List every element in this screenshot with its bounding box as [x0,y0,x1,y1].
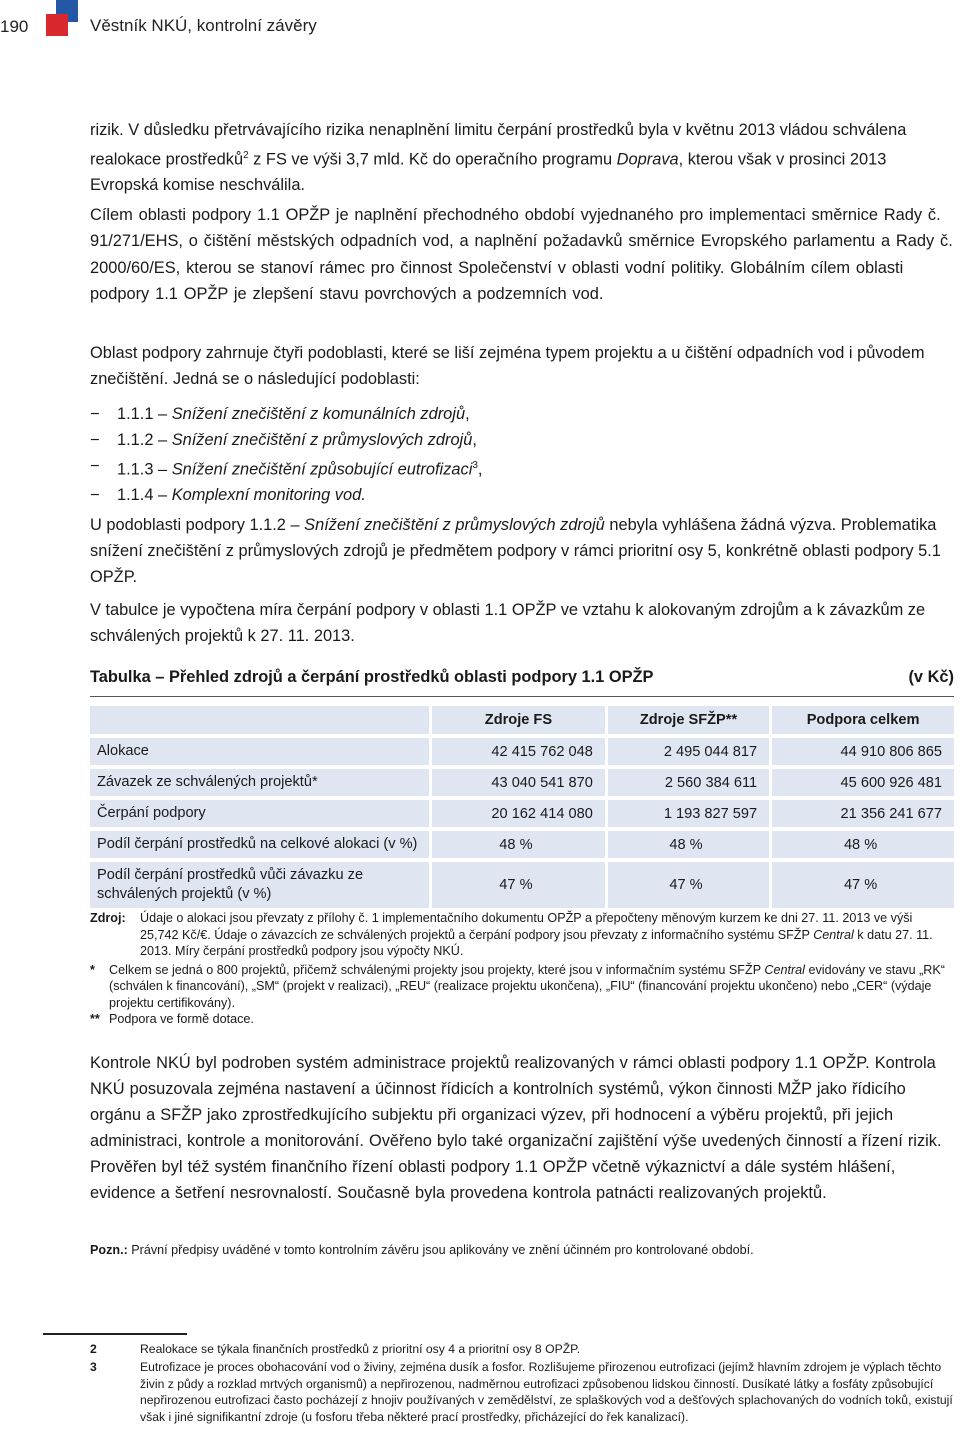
column-header: Zdroje SFŽP** [605,706,769,734]
footnote-divider [43,1333,187,1335]
row-label: Alokace [90,738,429,765]
list-item: − 1.1.1 – Snížení znečištění z komunálních zdrojů, [90,405,470,423]
table-unit: (v Kč) [908,668,954,686]
footnote-3: 3 Eutrofizace je proces obohacování vod o živiny, zejména dusík a fosfor. Rozlišujeme přirozenou eutrofizaci (jejímž hlavním zdrojem je výplach těchto živin z půdy a rozklad mrtvých organismů) a nepřirozenou, nadměrnou eutrofizaci způsobenou lidskou činností. Dusíkaté látky a fosfáty způsobující nepřirozenou eutrofizaci často pocházejí z hnojiv používaných v zemědělství, ze splaškových vod a dešťových splachovaných do vodních toků, existují však i jiné signifikantní zdroje (u fosforu třeba některé prací prostředky, přicházející do řek kanalizací). [90,1360,953,1424]
table-notes [90,910,954,1028]
paragraph-kontrola: Kontrole NKÚ byl podroben systém administrace projektů realizovaných v rámci oblasti podpory 1.1 OPŽP. Kontrola NKÚ posuzovala zejména nastavení a účinnost řídicích a kontrolních systémů, výkon činnosti MŽP jako řídicího orgánu a SFŽP jako zprostředkujícího subjektu při organizaci výzev, při hodnocení a výběru projektů, při jejich administraci, kontrole a monitorování. Ověřeno bylo také organizační zajištění výše uvedených činností a řízení rizik. Prověřen byl též systém finančního řízení oblasti podpory 1.1 OPŽP včetně výkaznictví a dále systém hlášení, evidence a šetření nesrovnalostí. Současně byla provedena kontrola patnácti realizovaných projektů. [90,1054,942,1202]
cell-value: 42 415 762 048 [429,738,605,765]
table-row [90,831,954,858]
list-item: − 1.1.4 – Komplexní monitoring vod. [90,486,366,505]
note-pozn: Pozn.: Právní předpisy uváděné v tomto kontrolním závěru jsou aplikovány ve znění účinném pro kontrolované období. [90,1243,754,1257]
row-label: Závazek ze schválených projektů* [90,769,429,796]
cell-value: 45 600 926 481 [769,769,954,796]
column-header: Podpora celkem [769,706,954,734]
cell-value: 47 % [429,862,605,908]
list-item: − 1.1.2 – Snížení znečištění z průmyslových zdrojů, [90,431,477,449]
footnote-ref-3[interactable]: 3 [472,460,478,471]
cell-value: 21 356 241 677 [769,800,954,827]
resources-table [90,702,954,912]
cell-value: 44 910 806 865 [769,738,954,765]
cell-value: 48 % [769,831,954,858]
table-title: Tabulka – Přehled zdrojů a čerpání prostředků oblasti podpory 1.1 OPŽP (v Kč) [90,668,954,686]
footnote-ref-2[interactable]: 2 [243,150,249,161]
table-row [90,769,954,796]
row-label: Podíl čerpání prostředků vůči závazku ze schválených projektů (v %) [90,862,429,908]
table-rule [90,696,954,697]
note-source: Zdroj: Údaje o alokaci jsou převzaty z přílohy č. 1 implementačního dokumentu OPŽP a přepočteny měnovým kurzem ke dni 27. 11. 2013 ve výši 25,742 Kč/€. Údaje o závazcích ze schválených projektů a čerpání podpory jsou převzaty z informačního systému SFŽP Central k datu 27. 11. 2013. Míry čerpání prostředků podpory jsou výpočty NKÚ. [90,911,933,958]
note-double-star: ** Podpora ve formě dotace. [90,1012,254,1026]
cell-value: 2 495 044 817 [605,738,769,765]
cell-value: 1 193 827 597 [605,800,769,827]
table-header-row [90,706,954,734]
cell-value: 47 % [605,862,769,908]
footnote-2: 2 Realokace se týkala finančních prostředků z prioritní osy 4 a prioritní osy 8 OPŽP. [90,1342,581,1356]
paragraph-tabulka-intro: V tabulce je vypočtena míra čerpání podpory v oblasti 1.1 OPŽP ve vztahu k alokovaným zdrojům a k závazkům ze schválených projektů k 27. 11. 2013. [90,601,926,645]
publication-title: Věstník NKÚ, kontrolní závěry [90,16,317,35]
paragraph-podoblasti-intro: Oblast podpory zahrnuje čtyři podoblasti, které se liší zejména typem projektu a u čištění odpadních vod i původem znečištění. Jedná se o následující podoblasti: [90,344,925,388]
nku-logo [46,0,78,36]
cell-value: 43 040 541 870 [429,769,605,796]
row-label: Podíl čerpání prostředků na celkové alokaci (v %) [90,831,429,858]
cell-value: 20 162 414 080 [429,800,605,827]
paragraph-cil-oblasti: Cílem oblasti podpory 1.1 OPŽP je naplnění přechodného období vyjednaného pro implementaci směrnice Rady č. 91/271/EHS, o čištění městských odpadních vod, a naplnění požadavků směrnice Evropského parlamentu a Rady č. 2000/60/ES, kterou se stanoví rámec pro činnost Společenství v oblasti vodní politiky. Globálním cílem oblasti podpory 1.1 OPŽP je zlepšení stavu povrchových a podzemních vod. [90,206,953,303]
note-star: * Celkem se jedná o 800 projektů, přičemž schválenými projekty jsou projekty, které jsou v informačním systému SFŽP Central evidovány ve stavu „RK“ (schválen k financování), „SM“ (projekt v realizaci), „REU“ (realizace projektu ukončena), „FIU“ (financování projektu ukončeno) nebo „CER“ (výdaje projektu certifikovány). [90,962,945,1010]
paragraph-realokace: rizik. V důsledku přetrvávajícího rizika nenaplnění limitu čerpání prostředků byla v květnu 2013 vládou schválena realokace prostředků$^2$ z FS ve výši 3,7 mld. Kč do operačního programu Doprava, kterou však v prosinci 2013 Evropská komise neschválila. [90,121,907,195]
cell-value: 48 % [429,831,605,858]
row-label: Čerpání podpory [90,800,429,827]
cell-value: 2 560 384 611 [605,769,769,796]
sub-area-list [90,401,954,508]
column-header: Zdroje FS [429,706,605,734]
table-row [90,862,954,908]
table-row [90,800,954,827]
cell-value: 48 % [605,831,769,858]
table-row [90,738,954,765]
page-number: 190 [0,17,29,36]
list-item: − 1.1.3 – Snížení znečištění způsobující eutrofizaci$^3$, [90,457,483,479]
table-header-empty [90,706,429,734]
paragraph-podoblast-112: U podoblasti podpory 1.1.2 – Snížení znečištění z průmyslových zdrojů nebyla vyhlášena žádná výzva. Problematika snížení znečištění z průmyslových zdrojů je předmětem podpory v rámci prioritní osy 5, konkrétně oblasti podpory 5.1 OPŽP. [90,516,941,586]
logo-red-square [46,14,68,36]
cell-value: 47 % [769,862,954,908]
